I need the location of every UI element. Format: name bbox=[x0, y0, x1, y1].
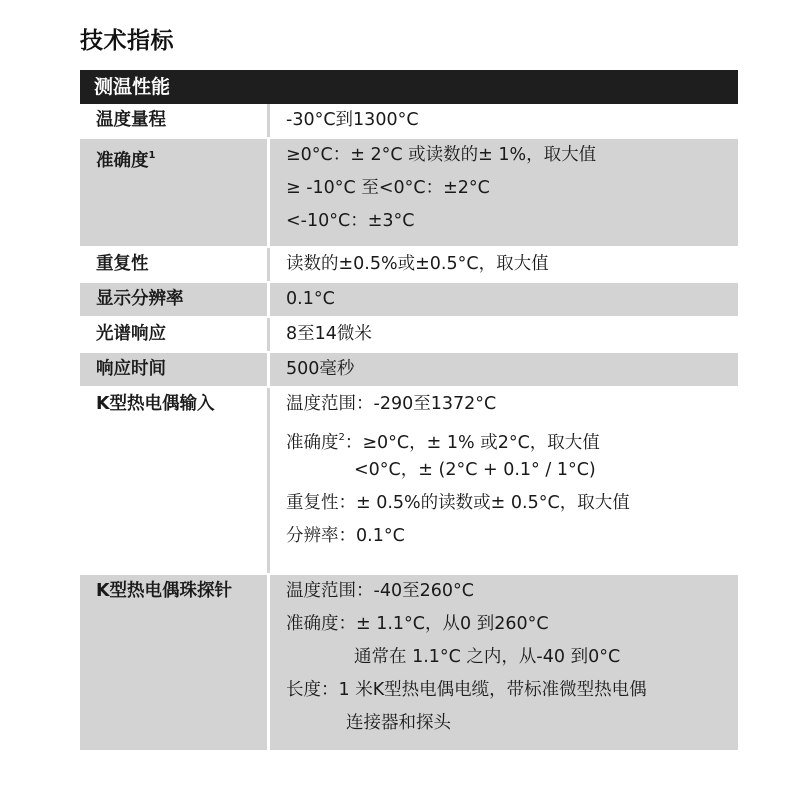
spec-value: 0.1°C bbox=[270, 283, 738, 316]
spec-value: 8至14微米 bbox=[270, 318, 738, 351]
spec-value: 温度范围：-40至260°C 准确度：± 1.1°C，从0 到260°C 通常在 1.1°C 之内，从-40 到0°C 长度：1 米K型热电偶电缆，带标准微型热电偶 连接器和探头 bbox=[270, 575, 738, 750]
spec-value: 温度范围：-290至1372°C 准确度$^2$：≥0°C，± 1% 或2°C，取大值 <0°C，± (2°C + 0.1° / 1°C) 重复性：± 0.5%的读数或± 0.5°C，取大值 分辨率：0.1°C bbox=[270, 388, 738, 573]
spec-label: K型热电偶输入 bbox=[80, 388, 270, 573]
section-header: 测温性能 bbox=[80, 70, 738, 104]
spec-row-repeatability bbox=[80, 248, 738, 283]
spec-label: 显示分辨率 bbox=[80, 283, 270, 316]
spec-value: ≥0°C：± 2°C 或读数的± 1%，取大值 ≥ -10°C 至<0°C：±2°C <-10°C：±3°C bbox=[270, 139, 738, 246]
spec-row-temperature-range bbox=[80, 104, 738, 139]
spec-label: 光谱响应 bbox=[80, 318, 270, 351]
footnote-marker: 2 bbox=[338, 432, 345, 443]
footnote-marker: 1 bbox=[148, 150, 156, 161]
spec-label: K型热电偶珠探针 bbox=[80, 575, 270, 750]
spec-row-display-resolution bbox=[80, 283, 738, 318]
spec-value: 500毫秒 bbox=[270, 353, 738, 386]
spec-label: 重复性 bbox=[80, 248, 270, 281]
spec-table bbox=[80, 70, 738, 752]
page-title: 技术指标 bbox=[80, 28, 174, 54]
spec-row-spectral-response bbox=[80, 318, 738, 353]
spec-label: 温度量程 bbox=[80, 104, 270, 137]
spec-row-accuracy bbox=[80, 139, 738, 248]
spec-row-response-time bbox=[80, 353, 738, 388]
spec-row-k-thermocouple-bead-probe bbox=[80, 575, 738, 752]
spec-value: 读数的±0.5%或±0.5°C，取大值 bbox=[270, 248, 738, 281]
spec-label: 响应时间 bbox=[80, 353, 270, 386]
spec-row-k-thermocouple-input bbox=[80, 388, 738, 575]
spec-value: -30°C到1300°C bbox=[270, 104, 738, 137]
spec-label: 准确度$^1$ bbox=[80, 139, 270, 246]
